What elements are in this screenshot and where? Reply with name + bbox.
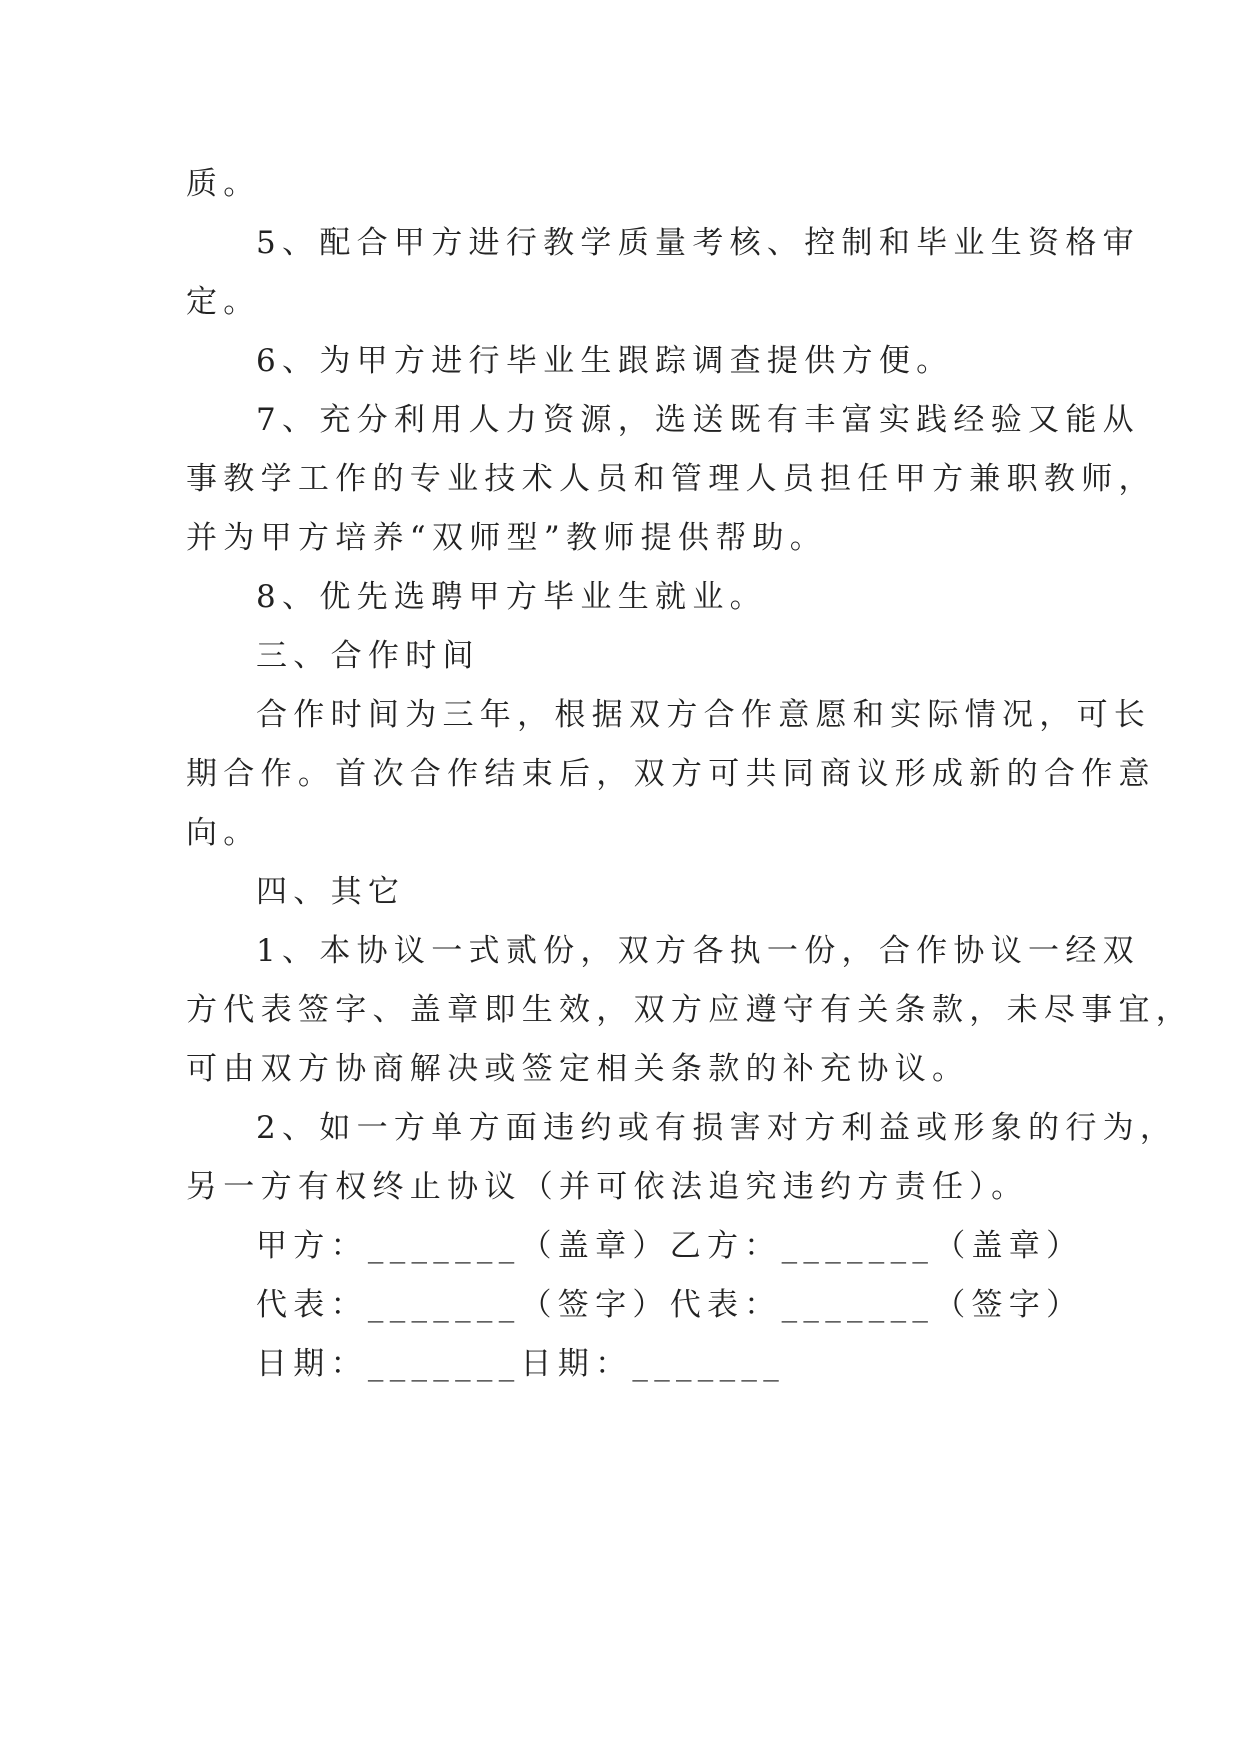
text-line: 定。 [186,284,261,320]
text-line: 质。 [186,166,261,202]
text-line: 2、如一方单方面违约或有损害对方利益或形象的行为， [256,1110,1178,1146]
text-line: 事教学工作的专业技术人员和管理人员担任甲方兼职教师， [186,461,1156,497]
text-line: 合作时间为三年，根据双方合作意愿和实际情况，可长 [256,697,1152,733]
signature-line-representative: 代表：_______（签字）代表：_______（签字） [256,1287,1084,1323]
text-line: 8、优先选聘甲方毕业生就业。 [256,579,767,615]
text-line: 另一方有权终止协议（并可依法追究违约方责任）。 [186,1169,1029,1205]
text-line: 可由双方协商解决或签定相关条款的补充协议。 [186,1051,970,1087]
signature-line-date: 日期：_______日期：_______ [256,1346,785,1382]
text-line: 7、充分利用人力资源，选送既有丰富实践经验又能从 [256,402,1140,438]
text-line: 方代表签字、盖章即生效，双方应遵守有关条款，未尽事宜， [186,992,1194,1028]
text-line: 6、为甲方进行毕业生跟踪调查提供方便。 [256,343,954,379]
section-heading: 三、合作时间 [256,638,480,674]
text-line: 5、配合甲方进行教学质量考核、控制和毕业生资格审 [256,225,1140,261]
text-line: 并为甲方培养“双师型”教师提供帮助。 [186,520,828,556]
text-line: 向。 [186,815,261,851]
signature-line-party: 甲方：_______（盖章）乙方：_______（盖章） [256,1228,1084,1264]
section-heading: 四、其它 [256,874,406,910]
text-line: 1、本协议一式贰份，双方各执一份，合作协议一经双 [256,933,1140,969]
text-line: 期合作。首次合作结束后，双方可共同商议形成新的合作意 [186,756,1156,792]
